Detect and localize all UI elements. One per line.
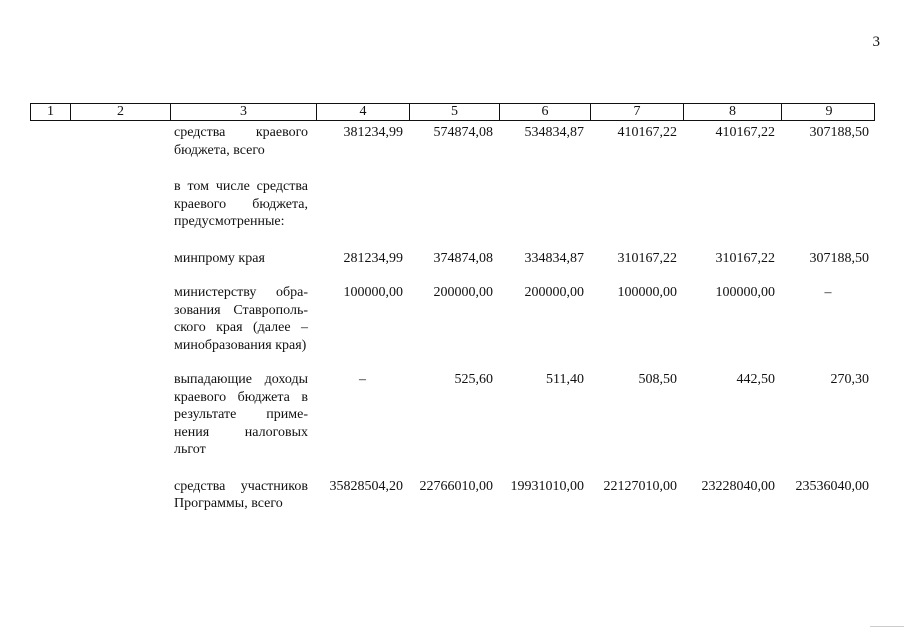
value-col-4: – xyxy=(359,372,366,387)
value-col-7: 310167,22 xyxy=(617,250,677,266)
value-col-7 xyxy=(590,178,683,231)
row-label: минпрому края xyxy=(174,250,265,266)
value-col-5 xyxy=(409,178,499,231)
row-label: в том числе средства краевого бюджета, предусмотренные: xyxy=(174,179,308,229)
table-row xyxy=(30,178,875,231)
page-number: 3 xyxy=(872,34,880,50)
column-header-1: 1 xyxy=(31,104,71,120)
value-col-5: 22766010,00 xyxy=(419,478,493,494)
value-col-8: 442,50 xyxy=(736,372,775,387)
value-col-9: 307188,50 xyxy=(809,250,869,266)
value-col-6: 534834,87 xyxy=(524,125,584,140)
value-col-8: 310167,22 xyxy=(715,250,775,266)
table-row xyxy=(30,250,875,268)
table-row xyxy=(30,284,875,354)
value-col-4: 100000,00 xyxy=(343,285,403,300)
column-header-9: 9 xyxy=(825,104,833,119)
column-header-3: 3 xyxy=(171,104,317,120)
value-col-4: 381234,99 xyxy=(343,125,403,140)
value-col-8: 100000,00 xyxy=(715,285,775,300)
column-header-2: 2 xyxy=(71,104,171,120)
value-col-5: 574874,08 xyxy=(433,125,493,140)
value-col-4: 35828504,20 xyxy=(329,478,403,494)
column-header-4: 4 xyxy=(317,104,410,120)
value-col-6: 200000,00 xyxy=(524,285,584,300)
value-col-6 xyxy=(499,178,590,231)
table-row xyxy=(30,124,875,159)
value-col-9: 270,30 xyxy=(830,372,869,387)
value-col-7: 100000,00 xyxy=(617,285,677,300)
column-header-5: 5 xyxy=(410,104,500,120)
value-col-8: 410167,22 xyxy=(715,125,775,140)
row-label: средства краевого бюджета, всего xyxy=(174,125,308,158)
value-col-7: 410167,22 xyxy=(617,125,677,140)
column-header-8: 8 xyxy=(684,104,782,120)
value-col-9: – xyxy=(824,285,832,300)
column-header-6: 6 xyxy=(500,104,591,120)
scan-edge-mark xyxy=(870,626,904,633)
value-col-6: 511,40 xyxy=(546,372,584,387)
column-header-7: 7 xyxy=(591,104,684,120)
value-col-5: 200000,00 xyxy=(433,285,493,300)
value-col-4: 281234,99 xyxy=(343,250,403,266)
value-col-9: 307188,50 xyxy=(809,125,869,140)
row-label: министерству обра-зования Ставрополь-ского края (далее – минобразования края) xyxy=(174,285,308,353)
table-header-row xyxy=(30,103,875,121)
value-col-6: 334834,87 xyxy=(524,250,584,266)
value-col-4 xyxy=(316,178,409,231)
value-col-9: 23536040,00 xyxy=(795,478,869,494)
value-col-7: 22127010,00 xyxy=(603,478,677,494)
row-label: средства участников Программы, всего xyxy=(174,478,308,511)
value-col-9 xyxy=(781,178,875,231)
value-col-8 xyxy=(683,178,781,231)
budget-table xyxy=(30,103,875,513)
value-col-6: 19931010,00 xyxy=(510,478,584,494)
value-col-5: 374874,08 xyxy=(433,250,493,266)
value-col-7: 508,50 xyxy=(638,372,677,387)
row-label: выпадающие доходы краевого бюджета в результате приме-нения налоговых льгот xyxy=(174,372,308,457)
value-col-8: 23228040,00 xyxy=(701,478,775,494)
value-col-5: 525,60 xyxy=(454,372,493,387)
table-row xyxy=(30,371,875,459)
table-row xyxy=(30,478,875,513)
